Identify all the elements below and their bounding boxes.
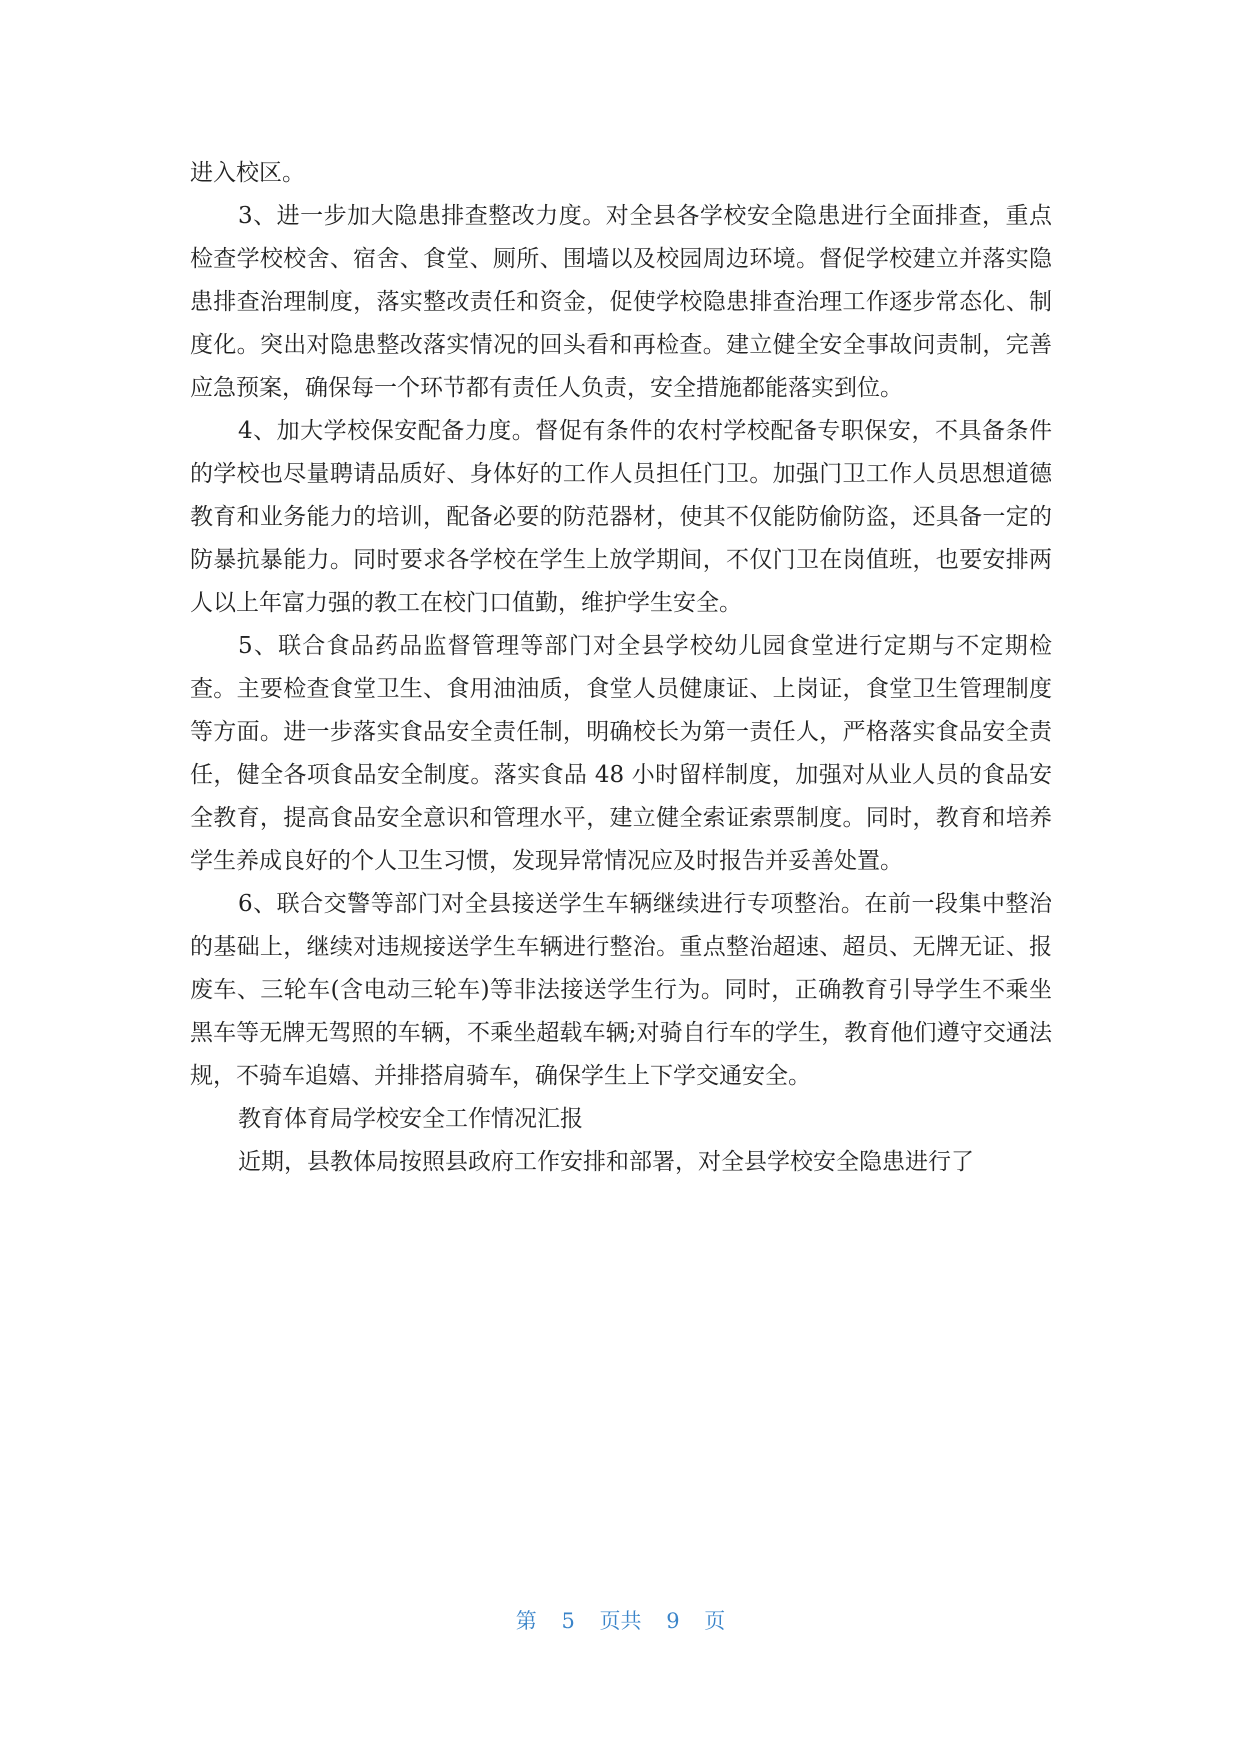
paragraph: 3、进一步加大隐患排查整改力度。对全县各学校安全隐患进行全面排查，重点检查学校校舍、宿舍、食堂、厕所、围墙以及校园周边环境。督促学校建立并落实隐患排查治理制度，落实整改责任和资金，促使学校隐患排查治理工作逐步常态化、制度化。突出对隐患整改落实情况的回头看和再检查。建立健全安全事故问责制，完善应急预案，确保每一个环节都有责任人负责，安全措施都能落实到位。 [190, 203, 1052, 401]
paragraph: 5、联合食品药品监督管理等部门对全县学校幼儿园食堂进行定期与不定期检查。主要检查食堂卫生、食用油油质，食堂人员健康证、上岗证，食堂卫生管理制度等方面。进一步落实食品安全责任制，明确校长为第一责任人，严格落实食品安全责任，健全各项食品安全制度。落实食品 48 小时留样制度，加强对从业人员的食品安全教育，提高食品安全意识和管理水平，建立健全索证索票制度。同时，教育和培养学生养成良好的个人卫生习惯，发现异常情况应及时报告并妥善处置。 [190, 633, 1052, 874]
paragraph: 6、联合交警等部门对全县接送学生车辆继续进行专项整治。在前一段集中整治的基础上，继续对违规接送学生车辆进行整治。重点整治超速、超员、无牌无证、报废车、三轮车(含电动三轮车)等非法接送学生行为。同时，正确教育引导学生不乘坐黑车等无牌无驾照的车辆，不乘坐超载车辆;对骑自行车的学生，教育他们遵守交通法规，不骑车追嬉、并排搭肩骑车，确保学生上下学交通安全。 [190, 891, 1052, 1089]
page-footer [0, 1605, 1241, 1635]
paragraph: 近期，县教体局按照县政府工作安排和部署，对全县学校安全隐患进行了 [238, 1149, 974, 1175]
paragraph: 进入校区。 [190, 160, 305, 186]
document-body [190, 152, 1052, 1184]
section-heading: 教育体育局学校安全工作情况汇报 [238, 1106, 583, 1132]
footer-current-page: 5 [561, 1609, 575, 1633]
paragraph: 4、加大学校保安配备力度。督促有条件的农村学校配备专职保安，不具备条件的学校也尽量聘请品质好、身体好的工作人员担任门卫。加强门卫工作人员思想道德教育和业务能力的培训，配备必要的防范器材，使其不仅能防偷防盗，还具备一定的防暴抗暴能力。同时要求各学校在学生上放学期间，不仅门卫在岗值班，也要安排两人以上年富力强的教工在校门口值勤，维护学生安全。 [190, 418, 1052, 616]
footer-label-ye-gong: 页共 [599, 1609, 642, 1633]
footer-label-ye: 页 [704, 1609, 726, 1633]
footer-label-di: 第 [515, 1609, 537, 1633]
footer-total-pages: 9 [666, 1609, 680, 1633]
